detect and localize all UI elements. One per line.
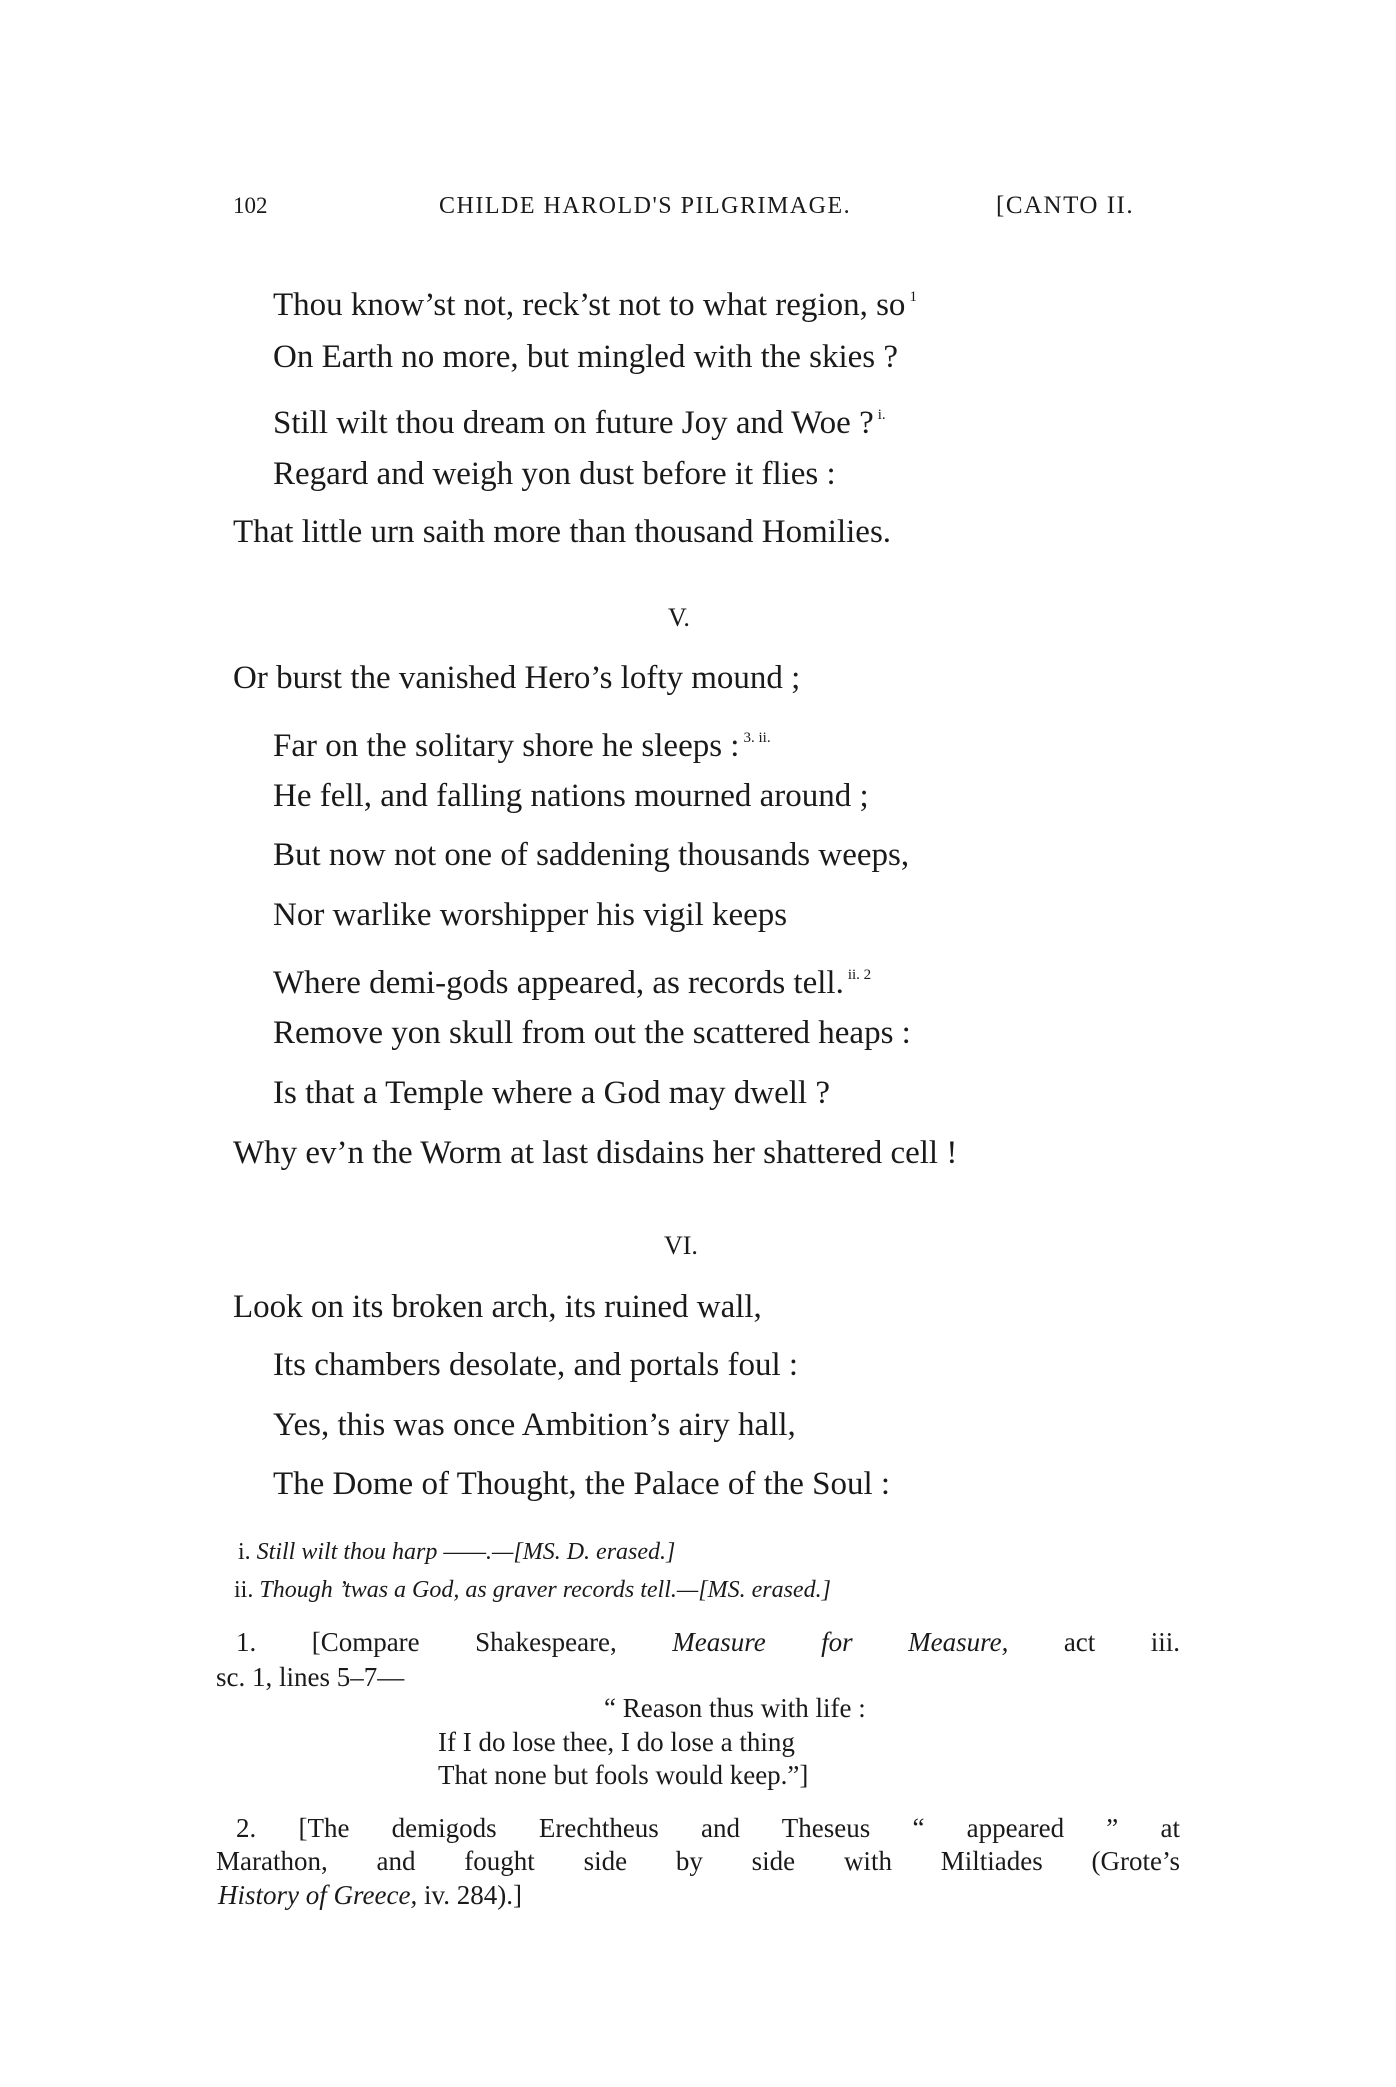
variant-note	[238, 1537, 675, 1567]
variant-source: —[MS. erased.]	[676, 1577, 831, 1603]
footnote-ref: ii. 2	[847, 967, 872, 983]
verse-line	[273, 395, 886, 443]
verse-text: Thou know’st not, reck’st not to what region, so	[273, 287, 906, 323]
footnote-ref: 3. ii.	[743, 730, 771, 746]
verse-line: He fell, and falling nations mourned around ;	[273, 778, 869, 814]
verse-line: Remove yon skull from out the scattered heaps :	[273, 1015, 911, 1051]
footnote-2-line	[218, 1878, 522, 1912]
footnote-1-line	[236, 1625, 1180, 1659]
footnote-2-line: 2. [The demigods Erechtheus and Theseus “ appeared ” at	[236, 1813, 1180, 1843]
note-text: iv. 284).]	[423, 1880, 522, 1910]
note-text: 1. [Compare Shakespeare,	[236, 1627, 617, 1657]
stanza-number: V.	[668, 603, 690, 632]
verse-line	[273, 718, 771, 766]
canto-label: [CANTO II.	[996, 192, 1135, 219]
variant-ref: i.	[877, 407, 886, 423]
quote-line: That none but fools would keep.”]	[438, 1760, 809, 1790]
verse-line: But now not one of saddening thousands weeps,	[273, 837, 910, 873]
verse-line: Why ev’n the Worm at last disdains her shattered cell !	[233, 1135, 958, 1171]
work-title: History of Greece,	[218, 1880, 418, 1910]
verse-line: Look on its broken arch, its ruined wall,	[233, 1289, 762, 1325]
verse-line: That little urn saith more than thousand Homilies.	[233, 514, 892, 550]
variant-mark: i.	[238, 1539, 251, 1565]
verse-line: Regard and weigh yon dust before it flies :	[273, 456, 836, 492]
verse-line: The Dome of Thought, the Palace of the Soul :	[273, 1466, 891, 1502]
verse-line: Its chambers desolate, and portals foul :	[273, 1347, 799, 1383]
verse-line: Yes, this was once Ambition’s airy hall,	[273, 1407, 796, 1443]
verse-text: Where demi-gods appeared, as records tell.	[273, 965, 844, 1001]
work-title: Measure for Measure,	[672, 1627, 1009, 1657]
verse-text: Far on the solitary shore he sleeps :	[273, 728, 740, 764]
footnote-2-line: Marathon, and fought side by side with Miltiades (Grote’s	[216, 1846, 1180, 1876]
variant-source: —[MS. D. erased.]	[492, 1539, 676, 1565]
verse-line: Or burst the vanished Hero’s lofty mound ;	[233, 660, 801, 696]
verse-line: Is that a Temple where a God may dwell ?	[273, 1075, 830, 1111]
footnote-ref: 1	[909, 289, 917, 305]
quote-line: If I do lose thee, I do lose a thing	[438, 1727, 795, 1757]
stanza-number: VI.	[664, 1231, 698, 1260]
page-number: 102	[233, 193, 268, 218]
note-text: act iii.	[1063, 1627, 1180, 1657]
verse-line: On Earth no more, but mingled with the skies ?	[273, 339, 899, 375]
variant-mark: ii.	[234, 1577, 254, 1603]
variant-text: Though ’twas a God, as graver records tell.	[259, 1577, 677, 1603]
footnote-1-line: sc. 1, lines 5–7—	[216, 1662, 405, 1692]
variant-note	[234, 1575, 831, 1605]
verse-text: Still wilt thou dream on future Joy and Woe ?	[273, 405, 874, 441]
verse-line	[273, 955, 871, 1003]
variant-text: Still wilt thou harp ——.	[256, 1539, 493, 1565]
verse-line	[273, 277, 917, 325]
running-title: CHILDE HAROLD'S PILGRIMAGE.	[439, 193, 852, 219]
quote-line: “ Reason thus with life :	[604, 1693, 866, 1723]
verse-line: Nor warlike worshipper his vigil keeps	[273, 897, 788, 933]
